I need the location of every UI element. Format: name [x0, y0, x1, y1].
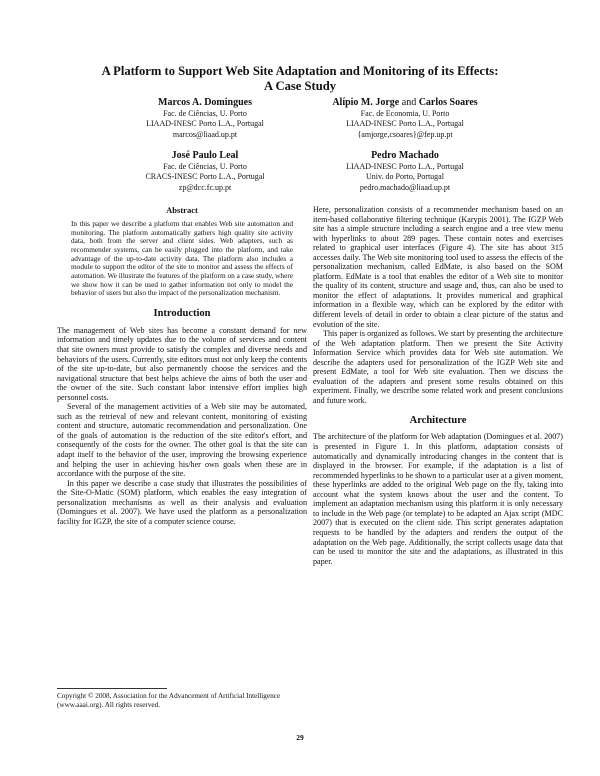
intro-continued-paragraph: Here, personalization consists of a recommender mechanism based on an item-based collaborative filtering technique (Karypis 2001). The IGZP Web site has a simple structure including a search engine and a tree view menu with hyperlinks to about 289 pages. These contain notes and exercises related to graphical user interfaces (Figure 4). The site has about 315 accesses daily. The Web site monitoring tool used to assess the effects of the personalization mechanism, called EdMate, is also based on the SOM platform. EdMate is a tool that enables the editor of a Web site to monitor the quality of its content, structure and usage and, thus, can also be used to monitor the effect of adaptations. It provides numerical and graphical information in a flexible way, which can be explored by the editor with different levels of detail in order to obtain a clear picture of the status and evolution of the site. — [313, 205, 563, 329]
author-conjunction: and — [401, 97, 417, 108]
author-block-jorge-soares — [300, 97, 510, 140]
author-affiliation: Fac. de Ciências, U. Porto — [163, 109, 247, 118]
introduction-heading: Introduction — [153, 307, 211, 319]
author-name: Marcos A. Domingues — [158, 97, 252, 108]
copyright-symbol: © — [87, 692, 94, 700]
author-affiliation: LIAAD-INESC Porto L.A., Portugal — [346, 162, 464, 171]
left-column — [57, 205, 307, 526]
author-block-leal — [100, 150, 310, 193]
author-name: Pedro Machado — [371, 150, 439, 161]
author-names — [300, 97, 510, 109]
author-affiliation: LIAAD-INESC Porto L.A., Portugal — [146, 119, 264, 129]
author-affiliation: LIAAD-INESC Porto L.A., Portugal — [346, 119, 464, 129]
author-block-domingues — [100, 97, 310, 140]
author-affiliation: CRACS-INESC Porto L.A., Portugal — [145, 172, 265, 182]
author-name: Alípio M. Jorge — [332, 97, 400, 108]
copyright-footnote — [57, 692, 307, 710]
title-line-2: A Case Study — [263, 79, 337, 93]
author-affiliation: Fac. de Ciências, U. Porto — [163, 162, 247, 171]
abstract-heading: Abstract — [166, 205, 198, 215]
author-name: Carlos Soares — [418, 97, 478, 108]
author-email: {amjorge,csoares}@fep.up.pt — [357, 129, 453, 139]
author-block-machado — [300, 150, 510, 193]
organization-paragraph: This paper is organized as follows. We start by presenting the architecture of the Web adaptation platform. Then we present the Site Activity Information Service which provides data for Web site automation. We describe the adapters used for personalization of the IGZP Web site and present EdMate, a tool for Web site evaluation. Then we discuss the evaluation of the adapters and present some results obtained on this experiment. Finally, we describe some related work and present conclusions and future work. — [313, 329, 563, 405]
architecture-paragraph-1: The architecture of the platform for Web adaptation (Domingues et al. 2007) is presented in Figure 1. In this platform, adaptation consists of automatically and dynamically introducing changes in the content that is displayed in the browser. For example, if the adaptation is a list of recommended hyperlinks to be shown to a particular user at a given moment, these hyperlinks are added to the original Web page on the fly, taking into account what the system knows about the user and the content. To implement an adaptation mechanism using this platform it is only necessary to include in the Web page (or template) to be adapted an Ajax script (MDC 2007) that is executed on the client side. This script generates adaptation requests to be handled by the adapters and renders the output of the adaptation on the Web page. Additionally, the script collects usage data that can be used to monitor the site and the adaptations, as illustrated in this paper. — [313, 432, 563, 566]
title-line-1: A Platform to Support Web Site Adaptation and Monitoring of its Effects: — [101, 64, 499, 78]
author-name: José Paulo Leal — [171, 150, 239, 161]
author-email: marcos@liaad.up.pt — [172, 129, 238, 139]
author-affiliation: Fac. de Economia, U. Porto — [360, 109, 450, 118]
introduction-paragraph-2: Several of the management activities of a Web site may be automated, such as the retrieval of new and relevant content, monitoring of existing content and structure, automatic recommendation and personalization. One of the goals of automation is the reduction of the site editor's effort, and consequently of the costs for the owner. The other goal is that the site can adapt itself to the behavior of the user, improving the browsing experience and helping the user in achieving his/her own goals when these are in accordance with the purpose of the site. — [57, 402, 307, 479]
author-email: pedro.machado@liaad.up.pt — [359, 182, 451, 192]
copyright-label: Copyright — [57, 692, 87, 700]
right-column — [313, 205, 563, 566]
page-number: 29 — [296, 733, 304, 742]
footnote-rule — [57, 688, 167, 689]
author-email: zp@dcc.fc.up.pt — [178, 182, 232, 192]
introduction-paragraph-1: The management of Web sites has become a constant demand for new information and timely updates due to the volume of services and content that site owners must provide to satisfy the complex and diverse needs and behaviors of the users. Currently, site editors must not only keep the contents of the site up-to-date, but also permanently choose the services and the navigational structure that best helps achieve the aims of both the user and the owner of the site. Such constant labor intensive effort implies high personnel costs. — [57, 325, 307, 402]
introduction-paragraph-3: In this paper we describe a case study that illustrates the possibilities of the Site-O-Matic (SOM) platform, which enables the easy integration of personalization mechanisms as well as their analysis and evaluation (Domingues et al. 2007). We have used the platform as a personalization facility for IGZP, the site of a computer science course. — [57, 478, 307, 526]
copyright-text: 2008, Association for the Advancement of Artificial Intelligence (www.aaai.org). All rights reserved. — [57, 692, 281, 709]
paper-title — [40, 64, 560, 94]
abstract-text: In this paper we describe a platform that enables Web site automation and monitoring. The platform automatically gathers high quality site activity data, both from the server and client sides. Web adapters, such as recommender systems, can be easily plugged into the platform, and take advantage of the up-to-date activity data. The platform also includes a module to support the editor of the site to monitor and assess the effects of automation. We illustrate the features of the platform on a case study, where we show how it can be used to gather information not only to model the behavior of users but also the impact of the personalization mechanism. — [71, 219, 293, 298]
author-affiliation: Univ. do Porto, Portugal — [366, 172, 444, 182]
architecture-heading: Architecture — [409, 415, 467, 427]
